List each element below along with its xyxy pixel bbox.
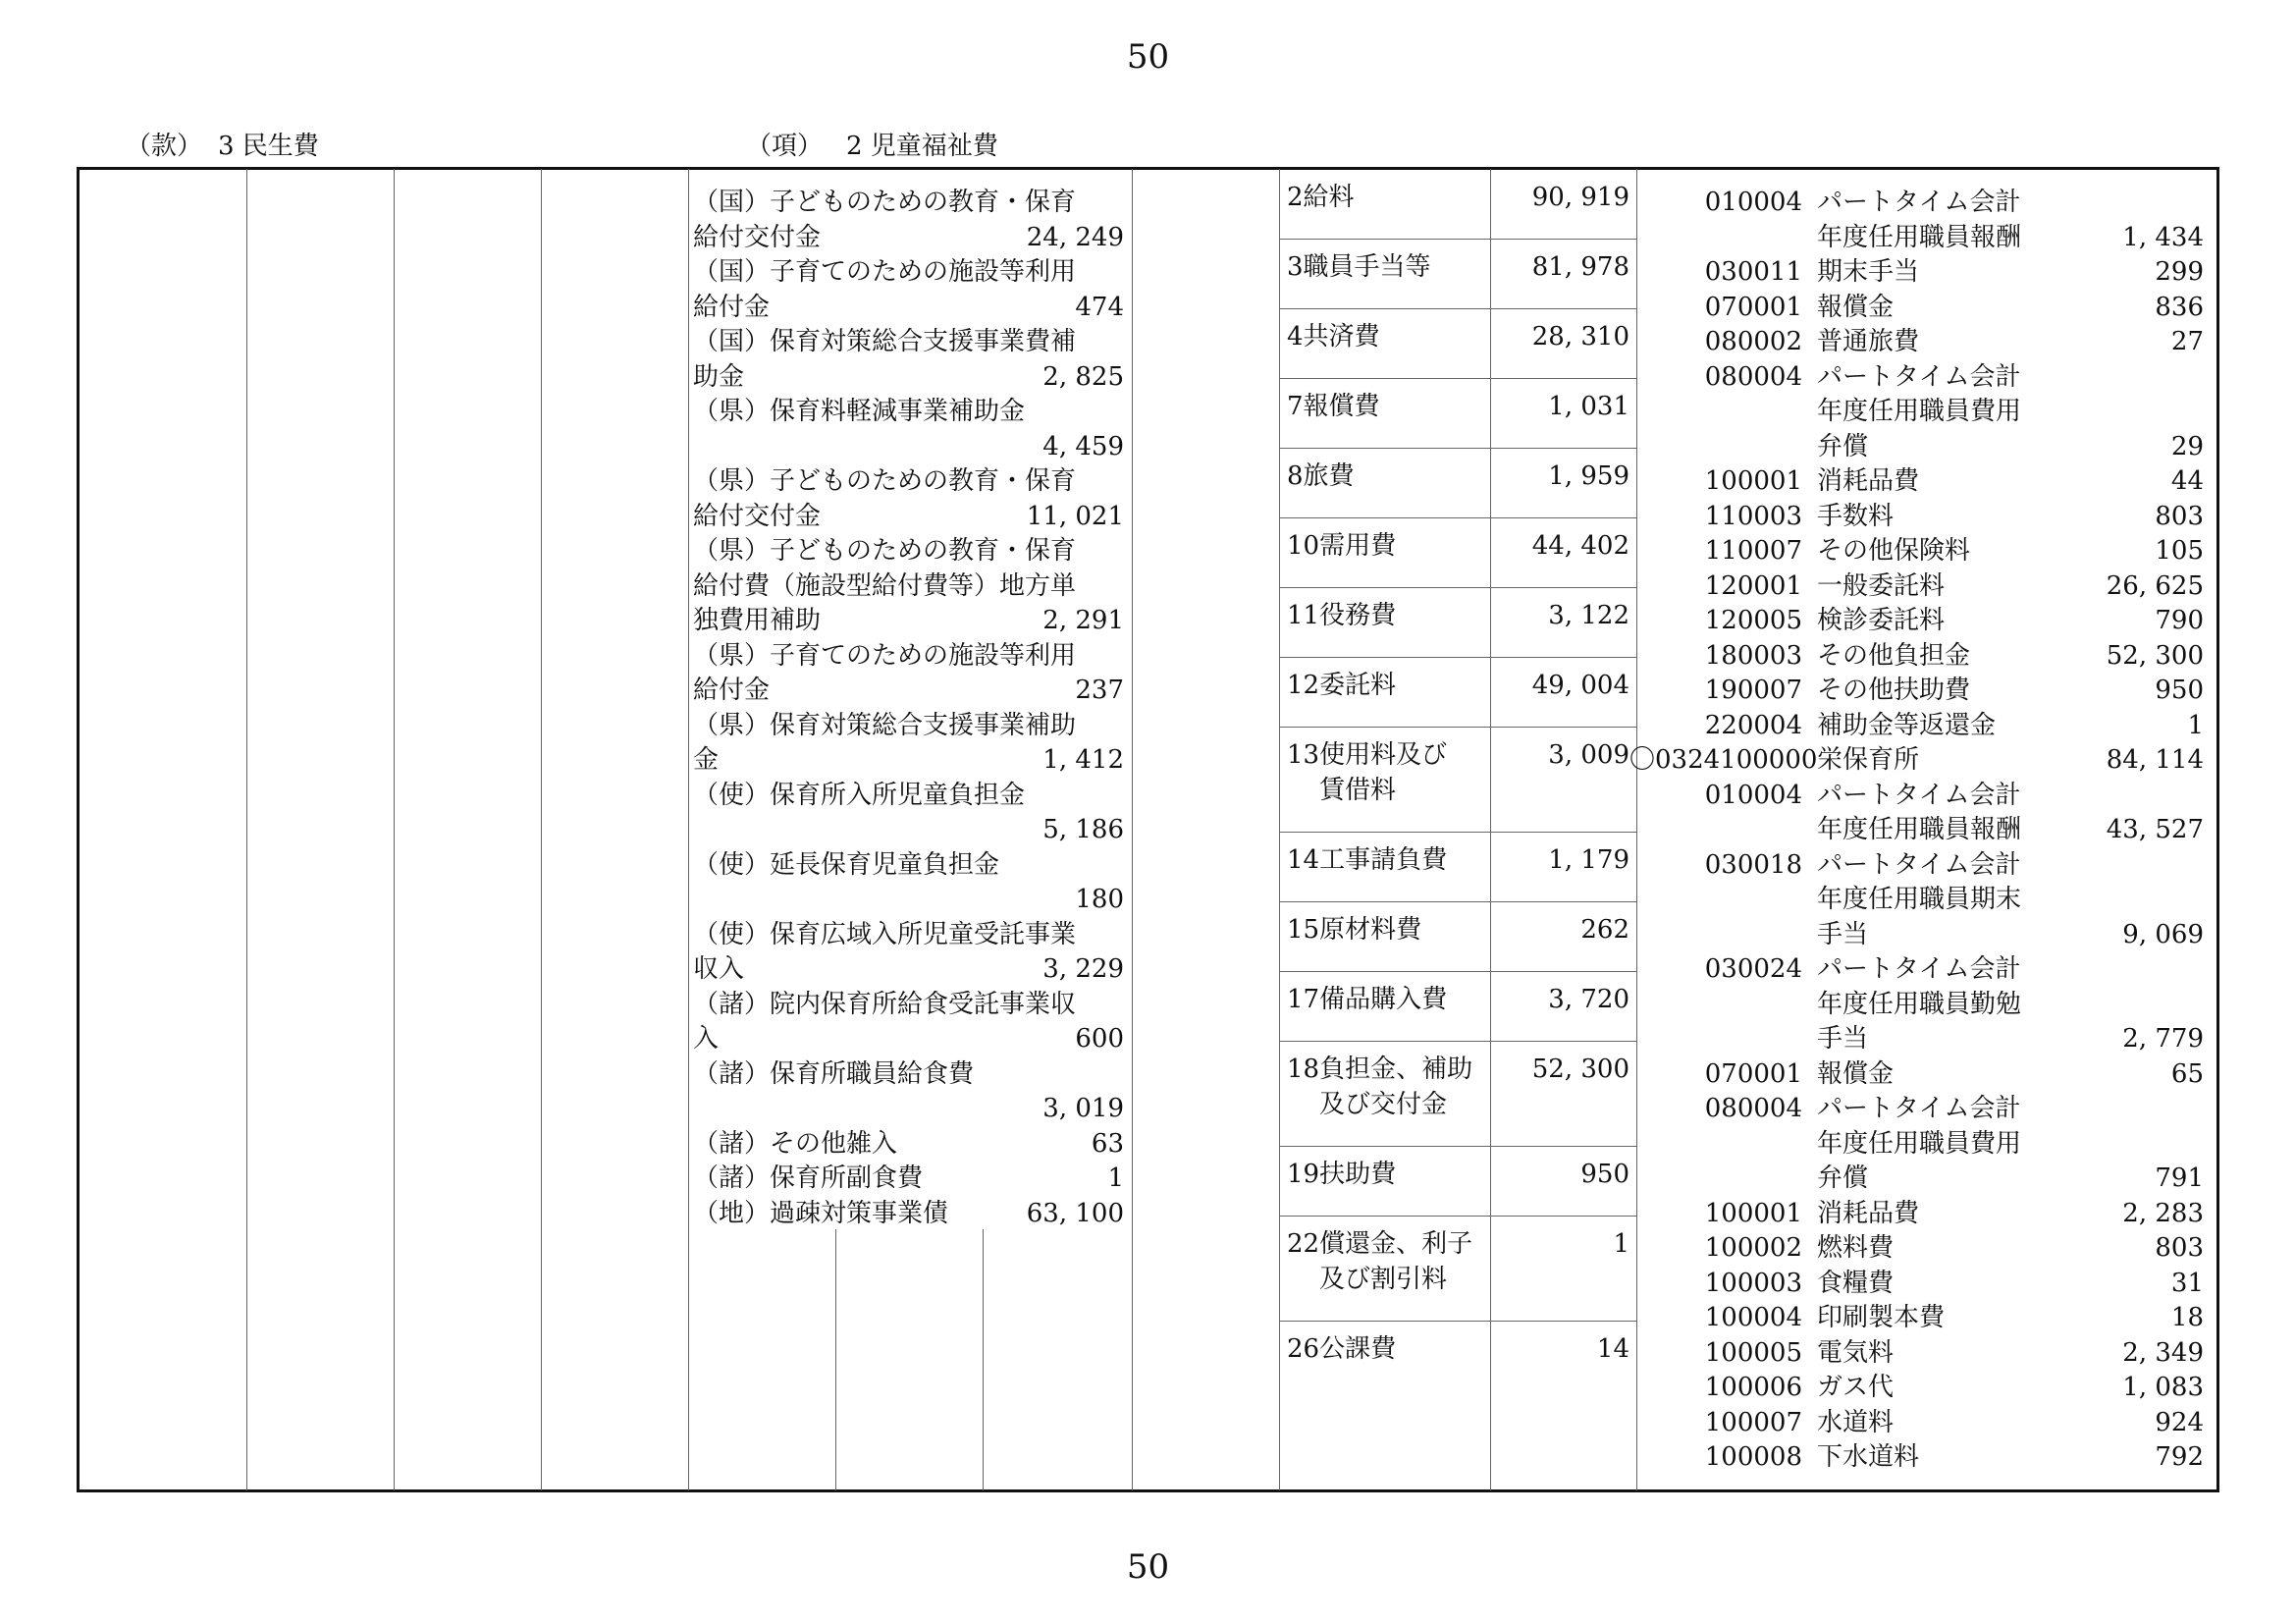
category-row-divider: [1279, 1041, 1637, 1042]
detail-item-code: 190007: [1704, 676, 1802, 705]
revenue-item-text: （県）子どものための教育・保育: [693, 466, 1077, 496]
detail-item-code: 070001: [1704, 292, 1802, 322]
column-divider: [983, 1229, 984, 1490]
revenue-item-text: （諸）その他雑入: [693, 1128, 898, 1159]
detail-item-name: パートタイム会計: [1817, 361, 2021, 392]
detail-item-code: 100004: [1704, 1303, 1802, 1332]
detail-item-code: 030018: [1704, 849, 1802, 880]
detail-item-code: 100002: [1704, 1233, 1802, 1263]
page-number-top: 50: [1126, 37, 1170, 77]
detail-item-name: 弁償: [1817, 1163, 1869, 1193]
expense-category-amount: 3, 122: [1548, 601, 1629, 630]
revenue-item-amount: 600: [1075, 1024, 1124, 1054]
column-divider: [246, 169, 247, 1490]
column-divider: [1132, 169, 1133, 1490]
revenue-item-text: 金: [693, 745, 720, 775]
detail-item-code: 010004: [1704, 188, 1802, 217]
detail-item-name: 報償金: [1817, 1058, 1895, 1089]
detail-item-amount: 105: [2155, 536, 2204, 566]
detail-item-name: 手当: [1817, 1024, 1869, 1054]
expense-category-name: 19扶助費: [1287, 1160, 1397, 1189]
detail-item-amount: 790: [2155, 606, 2204, 635]
expense-category-amount: 52, 300: [1531, 1055, 1629, 1084]
detail-item-code: 030011: [1704, 257, 1802, 287]
detail-item-name: 電気料: [1817, 1337, 1895, 1368]
kou-value: 2 児童福祉費: [846, 132, 998, 161]
detail-item-name: 検診委託料: [1817, 606, 1946, 635]
category-row-divider: [1279, 308, 1637, 309]
expense-category-name: 2給料: [1287, 183, 1355, 212]
detail-item-code: 100001: [1704, 466, 1802, 496]
revenue-item-amount: 1, 412: [1042, 745, 1124, 775]
expense-category-name: 26公課費: [1287, 1334, 1397, 1364]
detail-item-name: パートタイム会計: [1817, 954, 2021, 984]
expense-category-amount: 14: [1596, 1334, 1629, 1364]
detail-item-code: 010004: [1704, 780, 1802, 810]
detail-item-code: 080002: [1704, 327, 1802, 356]
kan-value: 3 民生費: [218, 132, 319, 161]
detail-item-amount: 299: [2155, 257, 2204, 287]
detail-item-code: 100001: [1704, 1198, 1802, 1228]
revenue-item-amount: 2, 291: [1042, 606, 1124, 635]
expense-category-amount: 81, 978: [1531, 252, 1629, 282]
category-row-divider: [1279, 901, 1637, 902]
column-divider: [1279, 169, 1280, 1490]
detail-item-code: 080004: [1704, 1094, 1802, 1123]
detail-item-name: パートタイム会計: [1817, 780, 2021, 810]
detail-item-amount: 18: [2170, 1303, 2204, 1332]
expense-category-name: 10需用費: [1287, 531, 1397, 561]
detail-item-name: パートタイム会計: [1817, 1094, 2021, 1123]
revenue-item-text: （使）保育広域入所児童受託事業: [693, 919, 1077, 949]
detail-item-name: 手数料: [1817, 501, 1895, 531]
detail-item-name: 消耗品費: [1817, 466, 1920, 496]
detail-item-amount: 1, 083: [2122, 1373, 2204, 1402]
category-row-divider: [1279, 727, 1637, 728]
detail-item-amount: 27: [2170, 327, 2204, 356]
revenue-item-amount: 3, 019: [1042, 1094, 1124, 1123]
revenue-item-text: （使）延長保育児童負担金: [693, 849, 1000, 880]
expense-category-amount: 3, 720: [1548, 985, 1629, 1014]
kan-label: （款）: [126, 132, 203, 161]
detail-item-code: 070001: [1704, 1058, 1802, 1089]
detail-item-name: 補助金等返還金: [1817, 710, 1997, 740]
category-row-divider: [1279, 657, 1637, 658]
category-row-divider: [1279, 1216, 1637, 1217]
revenue-item-amount: 3, 229: [1042, 954, 1124, 984]
detail-item-name: パートタイム会計: [1817, 849, 2021, 880]
expense-category-name: 17備品購入費: [1287, 985, 1448, 1014]
detail-item-amount: 792: [2155, 1442, 2204, 1472]
revenue-item-text: （使）保育所入所児童負担金: [693, 780, 1026, 810]
detail-item-name: 年度任用職員期末: [1817, 885, 2022, 914]
detail-item-name: 水道料: [1817, 1407, 1895, 1437]
revenue-item-text: （国）子育てのための施設等利用: [693, 257, 1077, 287]
expense-category-name: 4共済費: [1287, 322, 1380, 352]
category-row-divider: [1279, 587, 1637, 588]
detail-item-name: 普通旅費: [1817, 327, 1920, 356]
revenue-item-text: （諸）保育所職員給食費: [693, 1058, 975, 1089]
expense-category-amount: 3, 009: [1548, 740, 1629, 770]
revenue-item-text: 給付交付金: [693, 222, 822, 252]
detail-item-amount: 1, 434: [2122, 222, 2204, 252]
revenue-item-text: （県）子どものための教育・保育: [693, 536, 1077, 566]
revenue-item-text: 入: [693, 1024, 720, 1054]
detail-item-code: 110003: [1704, 501, 1802, 531]
detail-item-amount: 1: [2187, 710, 2204, 740]
detail-item-code: 080004: [1704, 361, 1802, 392]
detail-item-amount: 26, 625: [2106, 570, 2204, 601]
revenue-item-text: （国）子どものための教育・保育: [693, 188, 1077, 217]
detail-item-name: その他負担金: [1817, 640, 1971, 671]
detail-item-code: 〇0324100000: [1629, 745, 1818, 775]
detail-item-name: 弁償: [1817, 431, 1869, 461]
revenue-item-text: （県）子育てのための施設等利用: [693, 640, 1077, 671]
expense-category-name: 3職員手当等: [1287, 252, 1431, 282]
detail-item-amount: 791: [2155, 1163, 2204, 1193]
expense-category-amount: 28, 310: [1531, 322, 1629, 352]
detail-item-code: 110007: [1704, 536, 1802, 566]
revenue-item-text: （諸）院内保育所給食受託事業収: [693, 989, 1077, 1019]
revenue-item-text: （諸）保育所副食費: [693, 1163, 924, 1193]
revenue-item-text: （県）保育料軽減事業補助金: [693, 397, 1026, 426]
column-divider: [541, 169, 542, 1490]
detail-item-amount: 924: [2155, 1407, 2204, 1437]
detail-item-name: 燃料費: [1817, 1233, 1895, 1263]
detail-item-name: 栄保育所: [1817, 745, 1920, 775]
column-divider: [688, 169, 689, 1490]
detail-item-amount: 44: [2170, 466, 2204, 496]
expense-category-name: 12委託料: [1287, 671, 1397, 700]
detail-item-code: 100005: [1704, 1337, 1802, 1368]
detail-item-name: 一般委託料: [1817, 570, 1946, 601]
expense-category-name: 7報償費: [1287, 392, 1380, 421]
expense-category-amount: 1, 179: [1548, 845, 1629, 875]
detail-item-code: 030024: [1704, 954, 1802, 984]
detail-item-name: 年度任用職員報酬: [1817, 222, 2022, 252]
detail-item-name: 下水道料: [1817, 1442, 1920, 1472]
expense-category-amount: 90, 919: [1531, 183, 1629, 212]
revenue-item-amount: 63, 100: [1026, 1198, 1124, 1228]
expense-category-name: 11役務費: [1287, 601, 1397, 630]
revenue-item-text: （県）保育対策総合支援事業補助: [693, 710, 1077, 740]
expense-category-amount: 262: [1580, 915, 1629, 945]
detail-item-amount: 950: [2155, 676, 2204, 705]
revenue-item-amount: 2, 825: [1042, 361, 1124, 392]
expense-category-amount: 1, 959: [1548, 461, 1629, 491]
detail-item-amount: 2, 283: [2122, 1198, 2204, 1228]
expense-category-name: 及び交付金: [1319, 1089, 1448, 1119]
expense-category-amount: 44, 402: [1531, 531, 1629, 561]
detail-item-code: 100007: [1704, 1407, 1802, 1437]
expense-category-amount: 950: [1580, 1160, 1629, 1189]
revenue-item-text: 給付費（施設型給付費等）地方単: [693, 570, 1077, 601]
expense-category-name: 18負担金、補助: [1287, 1055, 1473, 1084]
column-divider: [835, 1229, 836, 1490]
detail-item-amount: 65: [2170, 1058, 2204, 1089]
expense-category-amount: 1: [1613, 1229, 1629, 1259]
revenue-item-text: 収入: [693, 954, 745, 984]
detail-item-name: 報償金: [1817, 292, 1895, 322]
category-row-divider: [1279, 378, 1637, 379]
revenue-item-amount: 5, 186: [1042, 815, 1124, 844]
revenue-item-text: 給付交付金: [693, 501, 822, 531]
revenue-item-text: 給付金: [693, 292, 771, 322]
detail-item-amount: 84, 114: [2106, 745, 2204, 775]
detail-item-amount: 29: [2170, 431, 2204, 461]
category-row-divider: [1279, 239, 1637, 240]
detail-item-amount: 803: [2155, 1233, 2204, 1263]
revenue-item-amount: 11, 021: [1026, 501, 1124, 531]
detail-item-name: 年度任用職員費用: [1817, 1128, 2022, 1159]
detail-item-name: 消耗品費: [1817, 1198, 1920, 1228]
expense-category-name: 8旅費: [1287, 461, 1355, 491]
detail-item-code: 120005: [1704, 606, 1802, 635]
detail-item-amount: 803: [2155, 501, 2204, 531]
column-divider: [394, 169, 395, 1490]
expense-category-name: 22償還金、利子: [1287, 1229, 1473, 1259]
detail-item-name: その他保険料: [1817, 536, 1971, 566]
revenue-item-text: 助金: [693, 361, 745, 392]
detail-item-amount: 43, 527: [2106, 815, 2204, 844]
detail-item-name: その他扶助費: [1817, 676, 1971, 705]
revenue-item-amount: 63: [1091, 1128, 1124, 1159]
detail-item-code: 220004: [1704, 710, 1802, 740]
expense-category-name: 13使用料及び: [1287, 740, 1448, 770]
detail-item-code: 100008: [1704, 1442, 1802, 1472]
expense-category-amount: 49, 004: [1531, 671, 1629, 700]
detail-item-name: 期末手当: [1817, 257, 1920, 287]
revenue-item-amount: 4, 459: [1042, 431, 1124, 461]
revenue-item-amount: 474: [1075, 292, 1124, 322]
category-row-divider: [1279, 517, 1637, 518]
revenue-item-amount: 1: [1107, 1163, 1124, 1193]
detail-item-code: 180003: [1704, 640, 1802, 671]
revenue-item-text: 給付金: [693, 676, 771, 705]
page-number-bottom: 50: [1126, 1547, 1170, 1587]
detail-item-amount: 836: [2155, 292, 2204, 322]
revenue-item-amount: 24, 249: [1026, 222, 1124, 252]
revenue-item-text: （国）保育対策総合支援事業費補: [693, 327, 1077, 356]
expense-category-name: 賃借料: [1319, 775, 1397, 805]
category-row-divider: [1279, 1146, 1637, 1147]
kou-label: （項）: [746, 132, 824, 161]
expense-category-name: 14工事請負費: [1287, 845, 1448, 875]
expense-category-amount: 1, 031: [1548, 392, 1629, 421]
revenue-item-amount: 237: [1075, 676, 1124, 705]
detail-item-name: 手当: [1817, 919, 1869, 949]
detail-item-name: 年度任用職員勤勉: [1817, 989, 2022, 1019]
expense-category-name: 15原材料費: [1287, 915, 1422, 945]
revenue-item-amount: 180: [1075, 885, 1124, 914]
detail-item-amount: 52, 300: [2106, 640, 2204, 671]
detail-item-name: 食糧費: [1817, 1268, 1895, 1298]
detail-item-amount: 2, 779: [2122, 1024, 2204, 1054]
category-row-divider: [1279, 832, 1637, 833]
detail-item-name: 印刷製本費: [1817, 1303, 1946, 1332]
revenue-item-text: （地）過疎対策事業債: [693, 1198, 949, 1228]
expense-category-name: 及び割引料: [1319, 1264, 1448, 1294]
detail-item-name: ガス代: [1817, 1373, 1895, 1402]
detail-item-code: 100006: [1704, 1373, 1802, 1402]
revenue-item-text: 独費用補助: [693, 606, 822, 635]
category-row-divider: [1279, 971, 1637, 972]
detail-item-amount: 9, 069: [2122, 919, 2204, 949]
detail-item-amount: 31: [2170, 1268, 2204, 1298]
category-row-divider: [1279, 1321, 1637, 1322]
detail-item-code: 120001: [1704, 570, 1802, 601]
detail-item-name: 年度任用職員費用: [1817, 397, 2022, 426]
column-divider: [1490, 169, 1491, 1490]
detail-item-name: 年度任用職員報酬: [1817, 815, 2022, 844]
detail-item-amount: 2, 349: [2122, 1337, 2204, 1368]
detail-item-code: 100003: [1704, 1268, 1802, 1298]
category-row-divider: [1279, 448, 1637, 449]
detail-item-name: パートタイム会計: [1817, 188, 2021, 217]
